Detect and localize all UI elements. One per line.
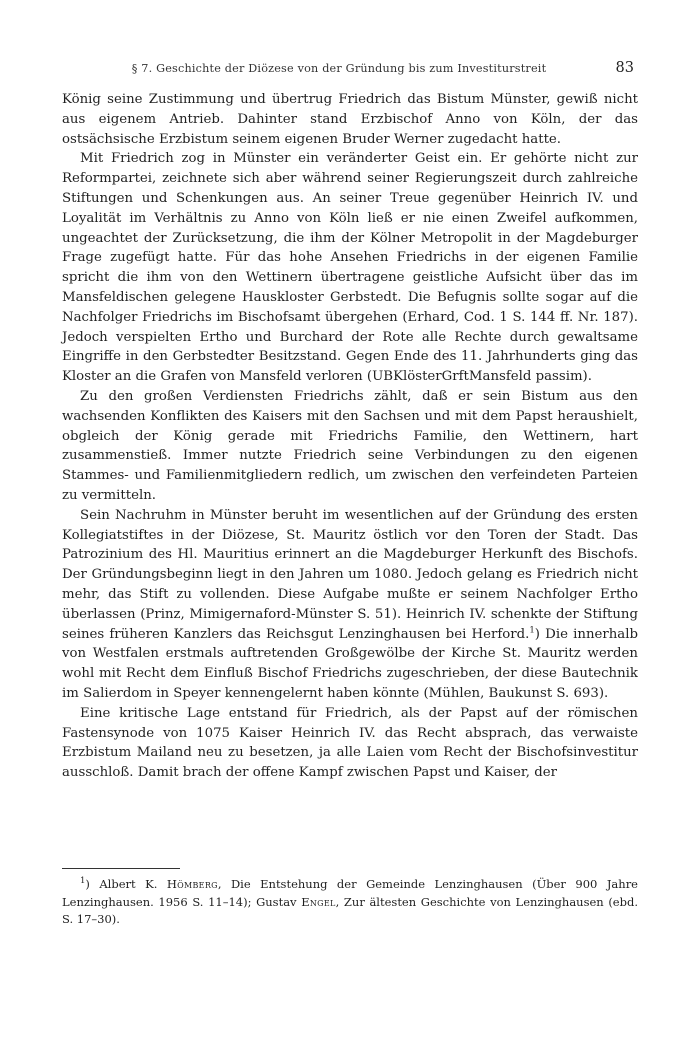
running-head: § 7. Geschichte der Diözese von der Gründung bis zum Investiturstreit: [131, 62, 547, 75]
main-text: [62, 90, 638, 783]
footnote-1: [62, 876, 638, 929]
paragraph-5: Eine kritische Lage entstand für Friedrich, als der Papst auf der römischen Fastensynode von 1075 Kaiser Heinrich IV. das Recht absprach, das verwaiste Erzbistum Mailand neu zu besetzen, ja alle Laien vom Recht der Bischofsinvestitur ausschloß. Damit brach der offene Kampf zwischen Papst und Kaiser, der: [62, 705, 638, 781]
footnote-text-2: , Die Entstehung der Gemeinde Lenzinghausen (Über 900 Jahre Lenzinghausen. 1956 S. 11–14); Gustav: [62, 877, 638, 909]
footnote-area: [62, 876, 638, 929]
footnote-mark: 1: [80, 876, 86, 887]
footnote-text-1: ) Albert K.: [85, 877, 167, 891]
footnote-separator: [62, 868, 180, 869]
footnote-author-1: Hömberg: [166, 877, 218, 891]
page-number: 83: [615, 60, 634, 76]
footnote-reference[interactable]: 1: [529, 625, 535, 636]
footnote-author-2: Engel: [301, 894, 336, 909]
paragraph-4: [62, 506, 638, 704]
paragraph-4-text-b: ) Die innerhalb von Westfalen erstmals auftretenden Großgewölbe der Kirche St. Mauritz werden wohl mit Recht dem Einfluß Bischof Friedrichs zugeschrieben, der diese Bautechnik im Salierdom in Speyer kennengelernt haben könnte (Mühlen, Baukunst S. 693).: [62, 626, 638, 701]
paragraph-1: König seine Zustimmung und übertrug Friedrich das Bistum Münster, gewiß nicht aus eigenem Antrieb. Dahinter stand Erzbischof Anno von Köln, der das ostsächsische Erzbistum seinem eigenen Bruder Werner zugedacht hatte.: [62, 92, 638, 147]
paragraph-3: Zu den großen Verdiensten Friedrichs zählt, daß er sein Bistum aus den wachsenden Konflikten des Kaisers mit den Sachsen und mit dem Papst heraushielt, obgleich der König gerade mit Friedrichs Familie, den Wettinern, hart zusammenstieß. Immer nutzte Friedrich seine Verbindungen zu den eigenen Stammes- und Familienmitgliedern redlich, um zwischen den verfeindeten Parteien zu vermitteln.: [62, 388, 638, 503]
footnote-text-3: , Zur ältesten Geschichte von Lenzinghausen (ebd. S. 17–30).: [62, 894, 638, 926]
paragraph-2: Mit Friedrich zog in Münster ein veränderter Geist ein. Er gehörte nicht zur Reformpartei, zeichnete sich aber während seiner Regierungszeit durch zahlreiche Stiftungen und Schenkungen aus. An seiner Treue gegenüber Heinrich IV. und Loyalität im Verhältnis zu Anno von Köln ließ er nie einen Zweifel aufkommen, ungeachtet der Zurücksetzung, die ihm der Kölner Metropolit in der Magdeburger Frage zugefügt hatte. Für das hohe Ansehen Friedrichs in der eigenen Familie spricht die ihm von den Wettinern übertragene geistliche Aufsicht über das im Mansfeldischen gelegene Hauskloster Gerbstedt. Die Befugnis sollte sogar auf die Nachfolger Friedrichs im Bischofsamt übergehen (Erhard, Cod. 1 S. 144 ff. Nr. 187). Jedoch verspielten Ertho und Burchard der Rote alle Rechte durch gewaltsame Eingriffe in den Gerbstedter Besitzstand. Gegen Ende des 11. Jahrhunderts ging das Kloster an die Grafen von Mansfeld verloren (UBKlösterGrftMansfeld passim).: [62, 151, 638, 385]
page-header: [62, 60, 638, 82]
paragraph-4-text-a: Sein Nachruhm in Münster beruht im wesentlichen auf der Gründung des ersten Kollegiatstiftes in der Diözese, St. Mauritz östlich vor den Toren der Stadt. Das Patrozinium des Hl. Mauritius erinnert an die Magdeburger Herkunft des Bischofs. Der Gründungsbeginn liegt in den Jahren um 1080. Jedoch gelang es Friedrich nicht mehr, das Stift zu vollenden. Diese Aufgabe mußte er seinem Nachfolger Ertho überlassen (Prinz, Mimigernaford-Münster S. 51). Heinrich IV. schenkte der Stiftung seines früheren Kanzlers das Reichsgut Lenzinghausen bei Herford.: [62, 507, 638, 642]
